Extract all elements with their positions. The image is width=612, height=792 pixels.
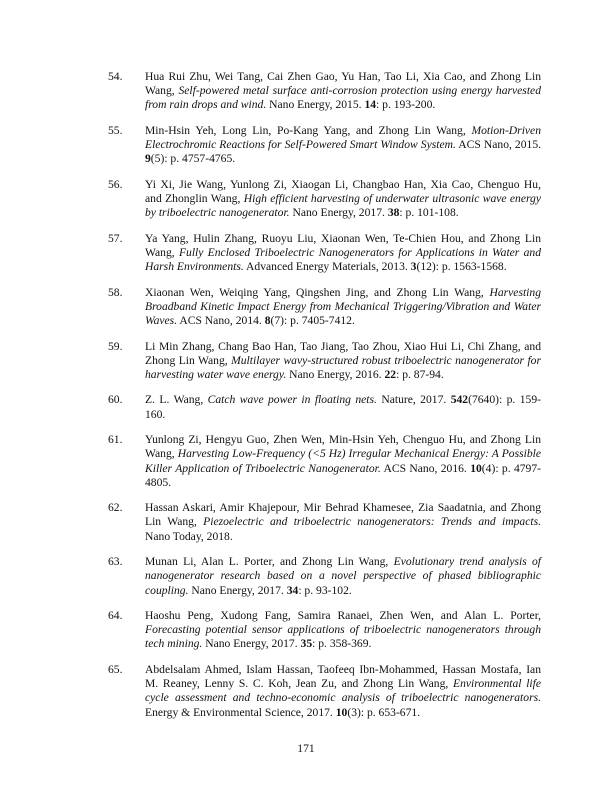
- reference-authors: Yi Xi, Jie Wang, Yunlong Zi, Xiaogan Li, Changbao Han, Xia Cao, Chenguo Hu, and Zhonglin Wang,: [145, 177, 541, 206]
- reference-authors: Xiaonan Wen, Weiqing Yang, Qingshen Jing, and Zhong Lin Wang,: [145, 285, 484, 299]
- reference-title: Harvesting Low-Frequency (<5 Hz) Irregular Mechanical Energy: A Possible Killer Application of Triboelectric Nanogenerator.: [145, 447, 541, 475]
- reference-list: [108, 70, 541, 731]
- reference-number: 63.: [108, 555, 123, 569]
- reference-volume: 22: [384, 367, 397, 381]
- reference-authors: Li Min Zhang, Chang Bao Han, Tao Jiang, Tao Zhou, Xiao Hui Li, Chi Zhang, and Zhong Lin Wang,: [145, 339, 541, 367]
- reference-journal: Nano Energy, 2017.: [292, 206, 385, 220]
- reference-item: [108, 124, 541, 167]
- page-number: 171: [297, 742, 315, 755]
- reference-number: 55.: [108, 123, 123, 137]
- reference-pages: : p. 87-94.: [396, 367, 444, 381]
- reference-title: Fully Enclosed Triboelectric Nanogenerators for Applications in Water and Harsh Environments.: [145, 245, 541, 274]
- reference-journal: ACS Nano, 2016.: [383, 461, 467, 475]
- reference-number: 59.: [108, 339, 123, 353]
- reference-number: 54.: [108, 70, 123, 83]
- reference-journal: Advanced Energy Materials, 2013.: [246, 260, 408, 274]
- reference-authors: Munan Li, Alan L. Porter, and Zhong Lin Wang,: [145, 555, 389, 569]
- reference-item: [108, 178, 541, 221]
- reference-title: High efficient harvesting of underwater ultrasonic wave energy by triboelectric nanogenerator.: [145, 192, 541, 220]
- reference-number: 56.: [108, 177, 123, 191]
- reference-authors: Hassan Askari, Amir Khajepour, Mir Behrad Khamesee, Zia Saadatnia, and Zhong Lin Wang,: [145, 501, 541, 529]
- reference-volume: 10: [470, 461, 482, 475]
- reference-journal: Energy & Environmental Science, 2017.: [145, 705, 333, 719]
- reference-item: [108, 433, 541, 490]
- reference-title: Evolutionary trend analysis of nanogenerator research based on a novel perspective of phased bibliographic coupling.: [145, 555, 541, 597]
- reference-item: [108, 286, 541, 329]
- reference-authors: Z. L. Wang,: [145, 393, 204, 407]
- reference-item: [108, 393, 541, 421]
- reference-authors: Haoshu Peng, Xudong Fang, Samira Ranaei, Zhen Wen, and Alan L. Porter,: [145, 609, 541, 623]
- reference-item: [108, 70, 541, 113]
- reference-volume: 9: [145, 152, 151, 166]
- reference-journal: ACS Nano, 2015.: [458, 138, 542, 152]
- reference-number: 57.: [108, 231, 123, 245]
- reference-pages: (3): p. 653-671.: [347, 705, 421, 719]
- reference-volume: 35: [300, 637, 313, 651]
- reference-journal: Nano Energy, 2015.: [269, 98, 362, 112]
- reference-pages: (7): p. 7405-7412.: [270, 314, 355, 328]
- reference-volume: 34: [286, 583, 299, 597]
- reference-volume: 542: [450, 393, 469, 407]
- reference-volume: 38: [387, 206, 400, 220]
- reference-pages: (12): p. 1563-1568.: [416, 260, 507, 274]
- reference-authors: Min-Hsin Yeh, Long Lin, Po-Kang Yang, and Zhong Lin Wang,: [145, 123, 466, 137]
- reference-title: Self-powered metal surface anti-corrosion protection using energy harvested from rain drops and wind.: [145, 84, 541, 112]
- reference-volume: 14: [364, 98, 377, 112]
- reference-pages: : p. 358-369.: [312, 637, 372, 651]
- reference-number: 62.: [108, 501, 123, 515]
- reference-authors: Yunlong Zi, Hengyu Guo, Zhen Wen, Min-Hsin Yeh, Chenguo Hu, and Zhong Lin Wang,: [145, 433, 541, 461]
- reference-title: Environmental life cycle assessment and techno-economic analysis of triboelectric nanogenerators.: [145, 677, 542, 705]
- reference-title: Multilayer wavy-structured robust triboelectric nanogenerator for harvesting water wave energy.: [145, 353, 541, 381]
- reference-item: [108, 609, 541, 652]
- reference-number: 58.: [108, 285, 123, 299]
- reference-journal: Nano Today, 2018.: [145, 529, 233, 543]
- reference-pages: : p. 101-108.: [399, 206, 459, 220]
- reference-number: 61.: [108, 433, 123, 447]
- reference-pages: (5): p. 4757-4765.: [150, 152, 236, 166]
- reference-item: [108, 501, 541, 544]
- reference-journal: Nano Energy, 2017.: [205, 637, 298, 651]
- reference-number: 64.: [108, 609, 123, 623]
- reference-title: Forecasting potential sensor applications of triboelectric nanogenerators through tech mining.: [145, 623, 541, 651]
- reference-pages: : p. 93-102.: [298, 583, 352, 597]
- reference-pages: : p. 193-200.: [376, 98, 436, 112]
- reference-item: [108, 663, 541, 720]
- reference-number: 60.: [108, 393, 123, 407]
- reference-number: 65.: [108, 662, 123, 676]
- reference-item: [108, 340, 541, 383]
- reference-authors: Ya Yang, Hulin Zhang, Ruoyu Liu, Xiaonan Wen, Te-Chien Hou, and Zhong Lin Wang,: [145, 231, 541, 259]
- reference-journal: Nano Energy, 2017.: [191, 583, 284, 597]
- reference-authors: Hua Rui Zhu, Wei Tang, Cai Zhen Gao, Yu Han, Tao Li, Xia Cao, and Zhong Lin Wang,: [145, 70, 541, 98]
- reference-journal: Nature, 2017.: [381, 393, 447, 407]
- reference-pages: (4): p. 4797-4805.: [145, 461, 541, 489]
- reference-volume: 10: [335, 705, 348, 719]
- reference-journal: Nano Energy, 2016.: [289, 367, 382, 381]
- reference-volume: 3: [410, 260, 417, 274]
- reference-item: [108, 555, 541, 598]
- reference-item: [108, 232, 541, 275]
- reference-pages: (7640): p. 159-160.: [145, 393, 542, 421]
- reference-authors: Abdelsalam Ahmed, Islam Hassan, Taofeeq Ibn-Mohammed, Hassan Mostafa, Ian M. Reaney, Lenny S. C. Koh, Jean Zu, and Zhong Lin Wang,: [145, 662, 541, 691]
- reference-title: Catch wave power in floating nets.: [207, 393, 377, 407]
- reference-title: Harvesting Broadband Kinetic Impact Energy from Mechanical Triggering/Vibration and Water Waves.: [145, 285, 541, 328]
- reference-volume: 8: [264, 314, 271, 328]
- reference-title: Piezoelectric and triboelectric nanogenerators: Trends and impacts.: [203, 515, 541, 529]
- reference-title: Motion-Driven Electrochromic Reactions for Self-Powered Smart Window System.: [145, 123, 541, 152]
- reference-journal: ACS Nano, 2014.: [179, 314, 262, 328]
